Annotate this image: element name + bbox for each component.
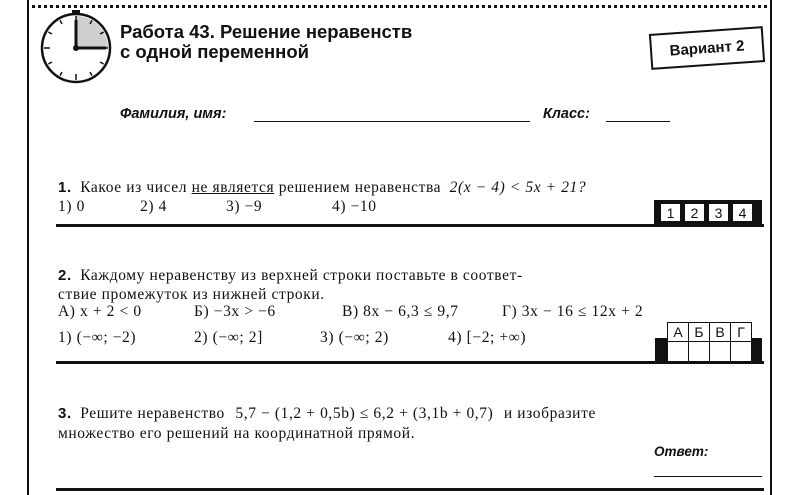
q2-inequality-g: Г) 3x − 16 ≤ 12x + 2 bbox=[502, 303, 644, 320]
q1-option-4: 4) −10 bbox=[332, 198, 377, 215]
q2-number: 2. bbox=[58, 267, 72, 284]
q3-text-line-2: множество его решений на координатной прямой. bbox=[58, 425, 416, 442]
q1-number: 1. bbox=[58, 179, 72, 196]
variant-badge bbox=[649, 26, 765, 70]
q1-text-underlined: не является bbox=[191, 179, 275, 196]
q2-inequality-a: А) x + 2 < 0 bbox=[58, 303, 142, 320]
q2-text-line-2: ствие промежуток из нижней строки. bbox=[58, 286, 325, 303]
q1-answer-cell[interactable]: 3 bbox=[708, 203, 729, 222]
page-title bbox=[120, 22, 412, 62]
class-label: Класс: bbox=[543, 106, 590, 122]
q3-divider bbox=[56, 488, 764, 491]
q2-statement-line-1 bbox=[58, 267, 523, 285]
q3-number: 3. bbox=[58, 405, 72, 422]
page-right-border bbox=[770, 0, 772, 495]
top-dashed-rule bbox=[32, 5, 767, 8]
q2-answer-input[interactable] bbox=[689, 342, 710, 363]
q2-answer-input[interactable] bbox=[668, 342, 689, 363]
name-input-line[interactable] bbox=[254, 121, 530, 122]
q2-inequality-b: Б) −3x > −6 bbox=[194, 303, 276, 320]
q2-inequality-v: В) 8x − 6,3 ≤ 9,7 bbox=[342, 303, 459, 320]
q2-answer-tab-left bbox=[655, 338, 667, 362]
q1-answer-cell[interactable]: 4 bbox=[732, 203, 753, 222]
q2-header-cell: В bbox=[710, 323, 731, 341]
q1-option-1: 1) 0 bbox=[58, 198, 85, 215]
q1-text-after: решением неравенства bbox=[278, 179, 442, 196]
variant-label: Вариант 2 bbox=[669, 36, 745, 60]
q3-answer-input-line[interactable] bbox=[654, 476, 762, 477]
q1-divider bbox=[56, 224, 764, 227]
q2-divider bbox=[56, 361, 764, 364]
q3-text-after: и изобразите bbox=[503, 405, 596, 422]
q2-interval-1: 1) (−∞; −2) bbox=[58, 329, 137, 346]
class-input-line[interactable] bbox=[606, 121, 670, 122]
q2-text-line-1: Каждому неравенству из верхней строки поставьте в соответ- bbox=[80, 267, 523, 284]
title-line-1: Работа 43. Решение неравенств bbox=[120, 21, 413, 42]
q2-header-cell: А bbox=[668, 323, 689, 341]
q1-inequality: 2(x − 4) < 5x + 21? bbox=[449, 179, 587, 196]
q2-answer-input[interactable] bbox=[710, 342, 731, 363]
q1-text-before: Какое из чисел bbox=[80, 179, 188, 196]
page-left-border bbox=[27, 0, 29, 495]
title-line-2: с одной переменной bbox=[120, 41, 310, 62]
q3-text-before: Решите неравенство bbox=[80, 405, 225, 422]
q2-header-cell: Б bbox=[689, 323, 710, 341]
q1-statement bbox=[58, 179, 586, 197]
q2-answer-table bbox=[667, 322, 752, 363]
q1-answer-cell[interactable]: 2 bbox=[684, 203, 705, 222]
clock-icon bbox=[36, 8, 116, 88]
q1-answer-cell[interactable]: 1 bbox=[660, 203, 681, 222]
q1-answer-cells bbox=[660, 203, 756, 222]
q3-statement-line-1 bbox=[58, 405, 596, 423]
q1-option-2: 2) 4 bbox=[140, 198, 167, 215]
name-label: Фамилия, имя: bbox=[120, 106, 227, 122]
q2-interval-3: 3) (−∞; 2) bbox=[320, 329, 389, 346]
q2-answer-input[interactable] bbox=[731, 342, 751, 363]
q2-interval-2: 2) (−∞; 2] bbox=[194, 329, 263, 346]
q3-answer-label: Ответ: bbox=[654, 444, 709, 459]
q3-inequality: 5,7 − (1,2 + 0,5b) ≤ 6,2 + (3,1b + 0,7) bbox=[235, 405, 494, 422]
q2-interval-4: 4) [−2; +∞) bbox=[448, 329, 527, 346]
q1-option-3: 3) −9 bbox=[226, 198, 263, 215]
q2-header-cell: Г bbox=[737, 324, 745, 340]
